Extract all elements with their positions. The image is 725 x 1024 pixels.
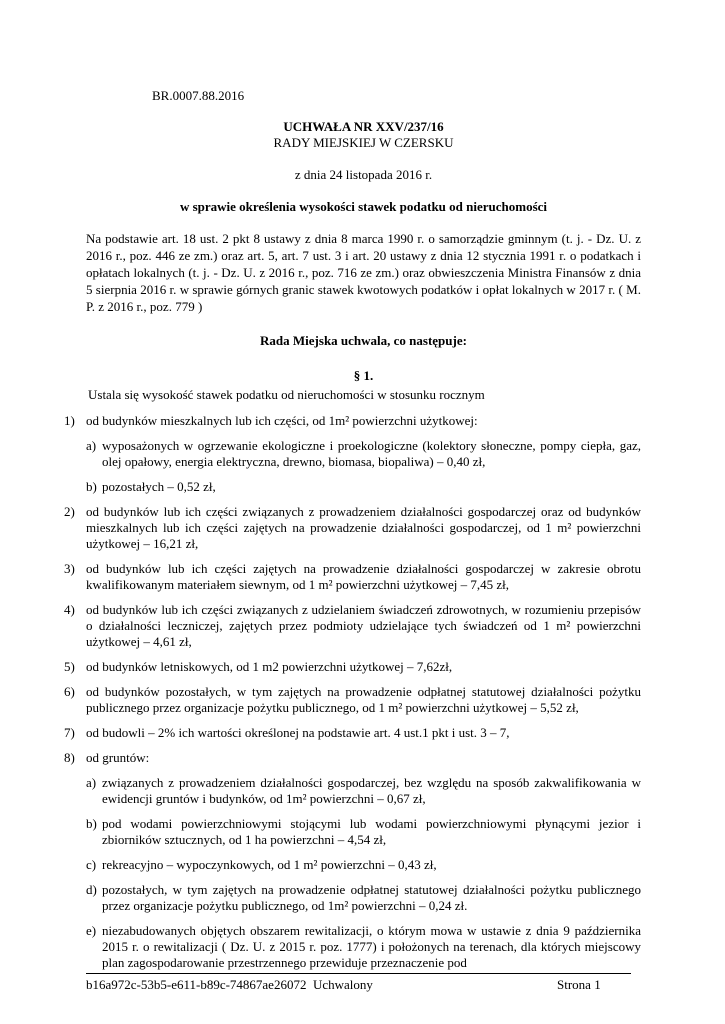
list-item xyxy=(64,725,641,741)
item-text: od gruntów: xyxy=(86,750,150,765)
footer-doc-id: b16a972c-53b5-e611-b89c-74867ae26072 xyxy=(86,977,307,992)
sub-item xyxy=(86,816,641,848)
item-text xyxy=(86,413,641,429)
sub-item-text: niezabudowanych objętych obszarem rewitalizacji, o którym mowa w ustawie z dnia 9 października 2015 r. o rewitalizacji ( Dz. U. z 2015 r. poz. 1777) i położonych na terenach, dla których miejscowy plan zagospodarowanie przestrzennego przewiduje przeznaczenie pod xyxy=(102,923,641,970)
item-text: od budynków lub ich części zajętych na prowadzenie działalności gospodarczej w zakresie obrotu kwalifikowanym materiałem siewnym, od 1 m² powierzchni użytkowej – 7,45 zł, xyxy=(86,561,641,592)
item-text: od budowli – 2% ich wartości określonej na podstawie art. 4 ust.1 pkt i ust. 3 – 7, xyxy=(86,725,510,740)
item-text-source: od budynków mieszkalnych lub ich części, od 1m² powierzchni użytkowej: xyxy=(86,413,478,428)
sub-item-text: wyposażonych w ogrzewanie ekologiczne i proekologiczne (kolektory słoneczne, pompy ciepła, gaz, olej opałowy, energia elektryczna, drewno, biomasa, biopaliwa) – 0,40 zł, xyxy=(102,438,641,469)
section-heading: § 1. xyxy=(353,368,374,383)
sub-item-letter: b) xyxy=(86,816,97,831)
item-text: od budynków pozostałych, w tym zajętych na prowadzenie odpłatnej statutowej działalności pożytku publicznego przez organizacje pożytku publicznego, od 1 m² powierzchni użytkowej – 5,52 zł, xyxy=(86,684,641,715)
item-number: 8) xyxy=(64,750,75,765)
sub-item-letter: a) xyxy=(86,775,97,790)
sub-item-letter: e) xyxy=(86,923,97,938)
list-item xyxy=(64,684,641,716)
item-number: 7) xyxy=(64,725,75,740)
sub-item xyxy=(86,479,641,495)
resolves-heading: Rada Miejska uchwala, co następuje: xyxy=(260,333,467,348)
intro-text: Ustala się wysokość stawek podatku od nieruchomości w stosunku rocznym xyxy=(88,387,485,402)
reference-number: BR.0007.88.2016 xyxy=(152,88,245,103)
item-number: 6) xyxy=(64,684,75,699)
item-number: 3) xyxy=(64,561,75,576)
sub-item-text: rekreacyjno – wypoczynkowych, od 1 m² powierzchni – 0,43 zł, xyxy=(102,857,437,872)
item-text: od budynków lub ich części związanych z prowadzeniem działalności gospodarczej oraz od budynków mieszkalnych lub ich części zajętych na prowadzenie działalności gospodarczej, od 1 m² powierzchni użytkowej – 16,21 zł, xyxy=(86,504,641,551)
list-item xyxy=(64,602,641,650)
sub-item xyxy=(86,775,641,807)
item-number: 5) xyxy=(64,659,75,674)
sub-item-text: pod wodami powierzchniowymi stojącymi lub wodami powierzchniowymi płynącymi jezior i zbiorników sztucznych, od 1 ha powierzchni – 4,54 zł, xyxy=(102,816,641,847)
item-number: 1) xyxy=(64,413,75,428)
sub-list xyxy=(86,438,641,495)
sub-item-letter: d) xyxy=(86,882,97,897)
sub-item xyxy=(86,882,641,914)
sub-item-text: pozostałych, w tym zajętych na prowadzenie odpłatnej statutowej działalności pożytku publicznego przez organizacje pożytku publicznego, od 1m² powierzchni – 0,24 zł. xyxy=(102,882,641,913)
item-text: od budynków lub ich części związanych z udzielaniem świadczeń zdrowotnych, w rozumieniu przepisów o działalności leczniczej, zajętych przez podmioty udzielające tych świadczeń od 1 m² powierzchni użytkowej – 4,61 zł, xyxy=(86,602,641,649)
sub-item xyxy=(86,857,641,873)
list-item xyxy=(64,750,641,980)
resolution-date: z dnia 24 listopada 2016 r. xyxy=(294,167,433,182)
council-name: RADY MIEJSKIEJ W CZERSKU xyxy=(273,135,454,150)
list-item xyxy=(64,561,641,593)
item-text: od budynków letniskowych, od 1 m2 powierzchni użytkowej – 7,62zł, xyxy=(86,659,453,674)
item-number: 4) xyxy=(64,602,75,617)
item-number: 2) xyxy=(64,504,75,519)
sub-item-text: pozostałych – 0,52 zł, xyxy=(102,479,216,494)
sub-item-letter: c) xyxy=(86,857,97,872)
sub-list xyxy=(86,775,641,971)
list-item xyxy=(64,659,641,675)
rates-list xyxy=(64,413,641,989)
list-item xyxy=(64,413,641,495)
footer-page-number: Strona 1 xyxy=(557,977,601,992)
sub-item-text: związanych z prowadzeniem działalności gospodarczej, bez względu na sposób zakwalifikowania w ewidencji gruntów i budynków, od 1m² powierzchni – 0,67 zł, xyxy=(102,775,641,806)
footer-divider xyxy=(86,973,631,974)
footer-document-info xyxy=(86,977,373,993)
legal-basis: Na podstawie art. 18 ust. 2 pkt 8 ustawy z dnia 8 marca 1990 r. o samorządzie gminnym (t. j. - Dz. U. z 2016 r., poz. 446 ze zm.) oraz art. 5, art. 7 ust. 3 i art. 20 ustawy z dnia 12 stycznia 1991 r. o podatkach i opłatach lokalnych (t. j. - Dz. U. z 2016 r., poz. 716 ze zm.) oraz obwieszczenia Ministra Finansów z dnia 5 sierpnia 2016 r. w sprawie górnych granic stawek kwotowych podatków i opłat lokalnych w 2017 r. ( M. P. z 2016 r., poz. 779 ) xyxy=(86,231,641,314)
resolution-subject: w sprawie określenia wysokości stawek podatku od nieruchomości xyxy=(179,199,548,214)
sub-item-letter: a) xyxy=(86,438,97,453)
sub-item xyxy=(86,438,641,470)
list-item xyxy=(64,504,641,552)
sub-item xyxy=(86,923,641,971)
footer-status: Uchwalony xyxy=(312,977,373,992)
resolution-number: UCHWAŁA NR XXV/237/16 xyxy=(283,119,444,134)
sub-item-letter: b) xyxy=(86,479,97,494)
